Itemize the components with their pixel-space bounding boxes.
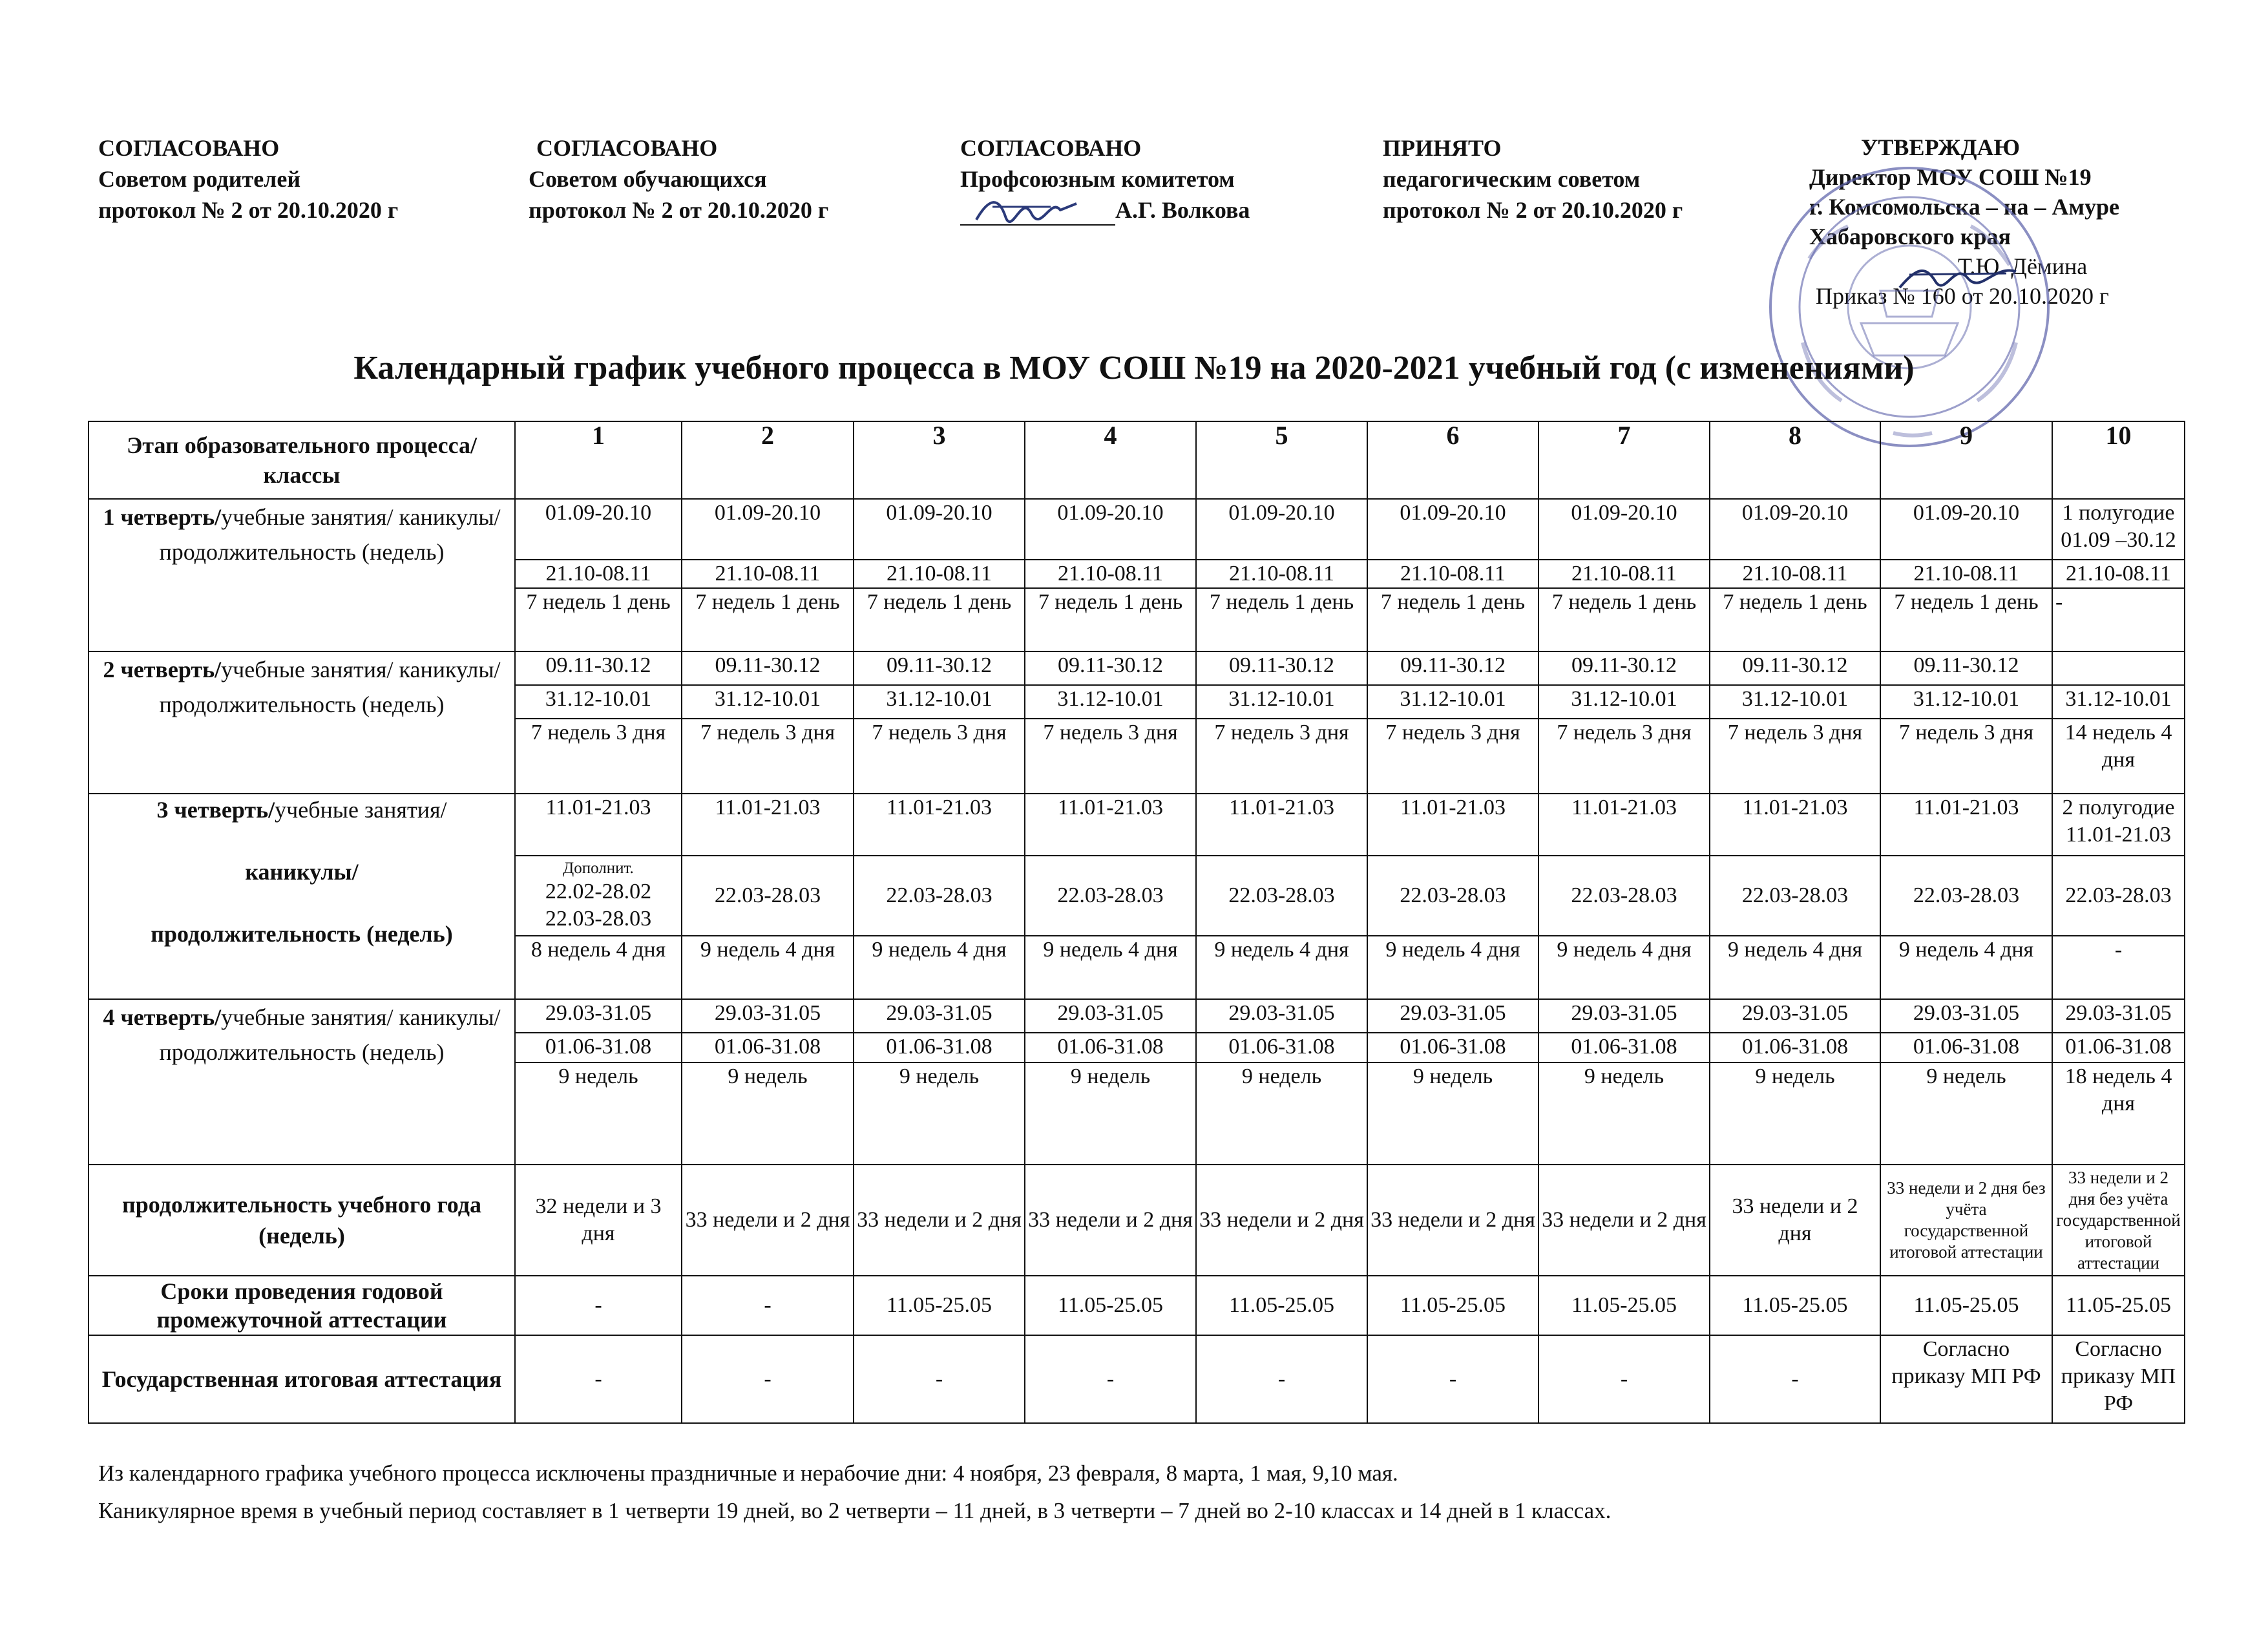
gia-row (89, 1335, 2185, 1423)
approval-students (529, 132, 828, 226)
q4-study-cell: 29.03-31.05 (1367, 999, 1538, 1033)
additional-note: Дополнит. (563, 860, 634, 877)
quarter-name: 3 четверть/ (156, 797, 275, 823)
q4-study-cell: 29.03-31.05 (1880, 999, 2052, 1033)
q4-study-row (89, 999, 2185, 1033)
q4-study-cell: 29.03-31.05 (515, 999, 682, 1033)
approval-line: г. Комсомольска – на – Амуре (1809, 194, 2119, 220)
class-header: 8 (1710, 421, 1880, 499)
q4-duration-cell: 9 недель (1367, 1062, 1538, 1165)
signature-line (960, 195, 1250, 226)
q2-holidays-cell: 31.12-10.01 (2052, 685, 2185, 719)
q2-study-cell: 09.11-30.12 (1880, 651, 2052, 685)
q4-holidays-cell: 01.06-31.08 (1710, 1033, 1880, 1062)
class-header: 2 (682, 421, 854, 499)
q1-study-cell: 01.09-20.10 (1025, 499, 1196, 560)
q2-duration-cell: 7 недель 3 дня (1025, 719, 1196, 794)
q4-holidays-cell: 01.06-31.08 (1538, 1033, 1710, 1062)
interim-cell: - (682, 1276, 854, 1335)
q1-holidays-cell: 21.10-08.11 (1196, 560, 1367, 588)
gia-cell: - (1538, 1335, 1710, 1423)
q4-duration-cell: 9 недель (682, 1062, 854, 1165)
gia-cell: - (515, 1335, 682, 1423)
year-length-cell: 33 недели и 2 дня (1538, 1165, 1710, 1276)
gia-cell: Согласно приказу МП РФ (1880, 1335, 2052, 1423)
q3-holidays-cell: 22.03-28.03 (682, 856, 854, 936)
approval-union (960, 132, 1250, 226)
q1-study-cell: 01.09-20.10 (1538, 499, 1710, 560)
q4-study-cell: 29.03-31.05 (682, 999, 854, 1033)
interim-label: Сроки проведения годовой промежуточной аттестации (89, 1276, 515, 1335)
interim-cell: 11.05-25.05 (854, 1276, 1025, 1335)
year-length-row (89, 1165, 2185, 1276)
q4-duration-cell: 9 недель (1196, 1062, 1367, 1165)
q2-study-row (89, 651, 2185, 685)
q2-study-cell: 09.11-30.12 (1710, 651, 1880, 685)
q1-study-cell: 01.09-20.10 (1196, 499, 1367, 560)
q1-duration-cell: - (2052, 588, 2185, 651)
interim-cell: 11.05-25.05 (1710, 1276, 1880, 1335)
class-header: 10 (2052, 421, 2185, 499)
q3-duration-cell: 8 недель 4 дня (515, 936, 682, 999)
q1-holidays-cell: 21.10-08.11 (1710, 560, 1880, 588)
q1-holidays-cell: 21.10-08.11 (515, 560, 682, 588)
class-header: 5 (1196, 421, 1367, 499)
q4-holidays-cell: 01.06-31.08 (1196, 1033, 1367, 1062)
quarter-name: 1 четверть/ (103, 504, 222, 530)
approval-line: протокол № 2 от 20.10.2020 г (98, 197, 399, 223)
class-header: 7 (1538, 421, 1710, 499)
signature (960, 202, 1115, 226)
gia-cell: Согласно приказу МП РФ (2052, 1335, 2185, 1423)
q2-duration-cell: 7 недель 3 дня (1710, 719, 1880, 794)
quarter-desc: продолжительность (недель) (151, 921, 453, 947)
q1-study-cell: 01.09-20.10 (1880, 499, 2052, 560)
q4-duration-cell: 9 недель (1710, 1062, 1880, 1165)
q1-holidays-cell: 21.10-08.11 (682, 560, 854, 588)
q3-duration-cell: 9 недель 4 дня (1710, 936, 1880, 999)
quarter-desc: учебные занятия/ каникулы/ продолжительность (недель) (159, 1004, 501, 1065)
interim-row (89, 1276, 2185, 1335)
year-length-label: продолжительность учебного года (недель) (89, 1165, 515, 1276)
signature-icon (973, 191, 1083, 229)
q3-duration-cell: 9 недель 4 дня (1538, 936, 1710, 999)
q1-holidays-cell: 21.10-08.11 (2052, 560, 2185, 588)
approval-line: протокол № 2 от 20.10.2020 г (529, 197, 829, 223)
q1-holidays-cell: 21.10-08.11 (1367, 560, 1538, 588)
q3-study-cell: 11.01-21.03 (682, 794, 854, 856)
q1-duration-cell: 7 недель 1 день (854, 588, 1025, 651)
q2-duration-cell: 7 недель 3 дня (1367, 719, 1538, 794)
q3-duration-cell: 9 недель 4 дня (1196, 936, 1367, 999)
approval-council (1383, 132, 1683, 226)
q4-duration-cell: 9 недель (1538, 1062, 1710, 1165)
q2-holidays-cell: 31.12-10.01 (682, 685, 854, 719)
q4-study-cell: 29.03-31.05 (2052, 999, 2185, 1033)
class-header: 1 (515, 421, 682, 499)
q3-duration-cell: 9 недель 4 дня (1025, 936, 1196, 999)
quarter-desc: учебные занятия/ каникулы/ продолжительность (недель) (159, 657, 501, 717)
year-length-cell: 33 недели и 2 дня (682, 1165, 854, 1276)
q4-holidays-cell: 01.06-31.08 (2052, 1033, 2185, 1062)
q2-holidays-cell: 31.12-10.01 (1196, 685, 1367, 719)
q3-study-cell: 11.01-21.03 (854, 794, 1025, 856)
q1-study-cell: 1 полугодие 01.09 –30.12 (2052, 499, 2185, 560)
q4-duration-cell: 9 недель (854, 1062, 1025, 1165)
header-row (89, 421, 2185, 499)
q4-label (89, 999, 515, 1165)
q1-study-cell: 01.09-20.10 (1367, 499, 1538, 560)
q3-holidays-cell: 22.03-28.03 (1025, 856, 1196, 936)
q4-holidays-cell: 01.06-31.08 (1367, 1033, 1538, 1062)
q2-study-cell: 09.11-30.12 (1367, 651, 1538, 685)
q4-duration-cell: 18 недель 4 дня (2052, 1062, 2185, 1165)
approval-parents (98, 132, 398, 226)
q2-holidays-cell: 31.12-10.01 (1025, 685, 1196, 719)
q3-study-cell: 11.01-21.03 (1710, 794, 1880, 856)
footnote-vacation: Каникулярное время в учебный период составляет в 1 четверти 19 дней, во 2 четверти – 11 дней, в 3 четверти – 7 дней во 2-10 классах и 14 дней в 1 классах. (98, 1498, 1612, 1523)
q1-duration-cell: 7 недель 1 день (515, 588, 682, 651)
year-length-cell: 33 недели и 2 дня без учёта государственной итоговой аттестации (1880, 1165, 2052, 1276)
q3-study-row (89, 794, 2185, 856)
approval-line: Советом обучающихся (529, 166, 767, 192)
q1-holidays-cell: 21.10-08.11 (1025, 560, 1196, 588)
gia-label: Государственная итоговая аттестация (89, 1335, 515, 1423)
q3-holidays-cell: 22.03-28.03 (1196, 856, 1367, 936)
q4-duration-cell: 9 недель (515, 1062, 682, 1165)
gia-cell: - (1025, 1335, 1196, 1423)
year-length-cell: 33 недели и 2 дня без учёта государственной итоговой аттестации (2052, 1165, 2185, 1276)
q1-holidays-cell: 21.10-08.11 (1880, 560, 2052, 588)
q4-study-cell: 29.03-31.05 (1196, 999, 1367, 1033)
q2-duration-cell: 7 недель 3 дня (854, 719, 1025, 794)
q4-study-cell: 29.03-31.05 (854, 999, 1025, 1033)
q3-holidays-cell: 22.03-28.03 (1880, 856, 2052, 936)
approval-title: СОГЛАСОВАНО (98, 135, 280, 161)
q4-duration-cell: 9 недель (1880, 1062, 2052, 1165)
q1-duration-cell: 7 недель 1 день (682, 588, 854, 651)
q3-holidays-cell: 22.03-28.03 (2052, 856, 2185, 936)
q1-duration-cell: 7 недель 1 день (1710, 588, 1880, 651)
interim-cell: - (515, 1276, 682, 1335)
quarter-desc: учебные занятия/ (275, 797, 447, 823)
q4-holidays-cell: 01.06-31.08 (1025, 1033, 1196, 1062)
q3-duration-cell: 9 недель 4 дня (854, 936, 1025, 999)
q1-holidays-cell: 21.10-08.11 (854, 560, 1025, 588)
footnote-holidays: Из календарного графика учебного процесса исключены праздничные и нерабочие дни: 4 ноября, 23 февраля, 8 марта, 1 мая, 9,10 мая. (98, 1461, 1398, 1486)
q2-study-cell: 09.11-30.12 (854, 651, 1025, 685)
seal-stamp-icon (1764, 162, 2055, 452)
q3-holidays-cell: 22.03-28.03 (1367, 856, 1538, 936)
q1-duration-cell: 7 недель 1 день (1196, 588, 1367, 651)
q2-holidays-cell: 31.12-10.01 (1367, 685, 1538, 719)
q1-study-cell: 01.09-20.10 (1710, 499, 1880, 560)
gia-cell: - (1196, 1335, 1367, 1423)
q4-duration-cell: 9 недель (1025, 1062, 1196, 1165)
q1-study-cell: 01.09-20.10 (854, 499, 1025, 560)
q3-holidays-cell: 22.03-28.03 (854, 856, 1025, 936)
gia-cell: - (682, 1335, 854, 1423)
approval-line: Директор МОУ СОШ №19 (1809, 164, 2092, 190)
year-length-cell: 33 недели и 2 дня (1367, 1165, 1538, 1276)
q3-study-cell: 11.01-21.03 (515, 794, 682, 856)
q4-study-cell: 29.03-31.05 (1710, 999, 1880, 1033)
year-length-cell: 33 недели и 2 дня (854, 1165, 1025, 1276)
q1-duration-cell: 7 недель 1 день (1880, 588, 2052, 651)
q3-study-cell: 11.01-21.03 (1025, 794, 1196, 856)
q4-study-cell: 29.03-31.05 (1538, 999, 1710, 1033)
q1-study-cell: 01.09-20.10 (682, 499, 854, 560)
q1-duration-cell: 7 недель 1 день (1538, 588, 1710, 651)
q2-duration-cell: 7 недель 3 дня (1196, 719, 1367, 794)
q3-duration-cell: 9 недель 4 дня (1367, 936, 1538, 999)
approval-line: Советом родителей (98, 166, 301, 192)
q2-study-cell: 09.11-30.12 (682, 651, 854, 685)
gia-cell: - (1367, 1335, 1538, 1423)
q1-duration-cell: 7 недель 1 день (1025, 588, 1196, 651)
quarter-name: 4 четверть/ (103, 1004, 222, 1030)
q3-study-cell: 11.01-21.03 (1196, 794, 1367, 856)
q2-study-cell: 09.11-30.12 (1538, 651, 1710, 685)
interim-cell: 11.05-25.05 (1367, 1276, 1538, 1335)
interim-cell: 11.05-25.05 (1880, 1276, 2052, 1335)
q3-holidays-cell: 22.03-28.03 (1538, 856, 1710, 936)
year-length-cell: 32 недели и 3 дня (515, 1165, 682, 1276)
quarter-desc: каникулы/ (245, 859, 359, 885)
q1-duration-cell: 7 недель 1 день (1367, 588, 1538, 651)
q2-duration-cell: 7 недель 3 дня (1880, 719, 2052, 794)
year-length-cell: 33 недели и 2 дня (1710, 1165, 1880, 1276)
approval-line: Хабаровского края (1809, 224, 2011, 249)
director-signature-icon (1896, 255, 2019, 301)
q2-duration-cell: 7 недель 3 дня (682, 719, 854, 794)
class-header: 3 (854, 421, 1025, 499)
q4-study-cell: 29.03-31.05 (1025, 999, 1196, 1033)
quarter-name: 2 четверть/ (103, 657, 222, 682)
q3-holidays-cell-first (515, 856, 682, 936)
header-label: Этап образовательного процесса/классы (89, 421, 515, 499)
quarter-desc: учебные занятия/ каникулы/ продолжительность (недель) (159, 504, 501, 565)
interim-cell: 11.05-25.05 (1025, 1276, 1196, 1335)
gia-cell: - (854, 1335, 1025, 1423)
approval-title: СОГЛАСОВАНО (960, 135, 1142, 161)
class-header: 6 (1367, 421, 1538, 499)
q2-holidays-cell: 31.12-10.01 (1880, 685, 2052, 719)
interim-cell: 11.05-25.05 (1196, 1276, 1367, 1335)
holidays-line: 22.03-28.03 (545, 907, 652, 931)
q4-holidays-cell: 01.06-31.08 (854, 1033, 1025, 1062)
year-length-cell: 33 недели и 2 дня (1196, 1165, 1367, 1276)
q4-holidays-cell: 01.06-31.08 (682, 1033, 854, 1062)
q3-study-cell: 11.01-21.03 (1538, 794, 1710, 856)
q3-duration-cell: 9 недель 4 дня (682, 936, 854, 999)
approval-title: УТВЕРЖДАЮ (1861, 134, 2021, 160)
class-header: 9 (1880, 421, 2052, 499)
q1-holidays-cell: 21.10-08.11 (1538, 560, 1710, 588)
q2-study-cell (2052, 651, 2185, 685)
approval-line: А.Г. Волкова (1115, 197, 1250, 223)
q2-duration-cell: 7 недель 3 дня (515, 719, 682, 794)
q2-holidays-cell: 31.12-10.01 (1538, 685, 1710, 719)
approval-line: педагогическим советом (1383, 166, 1641, 192)
approval-line: Приказ № 160 от 20.10.2020 г (1816, 283, 2109, 309)
approval-line: протокол № 2 от 20.10.2020 г (1383, 197, 1683, 223)
q2-study-cell: 09.11-30.12 (1196, 651, 1367, 685)
gia-cell: - (1710, 1335, 1880, 1423)
approval-line: Т.Ю. Дёмина (1958, 253, 2088, 279)
q3-duration-cell: - (2052, 936, 2185, 999)
q3-label (89, 794, 515, 999)
q3-study-cell: 11.01-21.03 (1880, 794, 2052, 856)
interim-cell: 11.05-25.05 (1538, 1276, 1710, 1335)
q1-study-row (89, 499, 2185, 560)
q2-duration-cell: 14 недель 4 дня (2052, 719, 2185, 794)
q4-holidays-cell: 01.06-31.08 (515, 1033, 682, 1062)
q2-duration-cell: 7 недель 3 дня (1538, 719, 1710, 794)
page-title: Календарный график учебного процесса в МОУ СОШ №19 на 2020-2021 учебный год (с изменениями) (353, 350, 1915, 386)
q3-holidays-cell: 22.03-28.03 (1710, 856, 1880, 936)
q2-study-cell: 09.11-30.12 (1025, 651, 1196, 685)
q2-study-cell: 09.11-30.12 (515, 651, 682, 685)
approval-title: СОГЛАСОВАНО (536, 135, 718, 161)
interim-cell: 11.05-25.05 (2052, 1276, 2185, 1335)
q3-study-cell: 2 полугодие 11.01-21.03 (2052, 794, 2185, 856)
q1-label (89, 499, 515, 651)
year-length-cell: 33 недели и 2 дня (1025, 1165, 1196, 1276)
class-header: 4 (1025, 421, 1196, 499)
q1-study-cell: 01.09-20.10 (515, 499, 682, 560)
q2-label (89, 651, 515, 794)
q4-holidays-cell: 01.06-31.08 (1880, 1033, 2052, 1062)
q2-holidays-cell: 31.12-10.01 (1710, 685, 1880, 719)
q3-study-cell: 11.01-21.03 (1367, 794, 1538, 856)
q3-duration-cell: 9 недель 4 дня (1880, 936, 2052, 999)
approval-title: ПРИНЯТО (1383, 135, 1502, 161)
schedule-table (88, 421, 2185, 1424)
approval-line: Профсоюзным комитетом (960, 166, 1235, 192)
q2-holidays-cell: 31.12-10.01 (854, 685, 1025, 719)
q2-holidays-cell: 31.12-10.01 (515, 685, 682, 719)
holidays-line: 22.02-28.02 (545, 880, 652, 903)
